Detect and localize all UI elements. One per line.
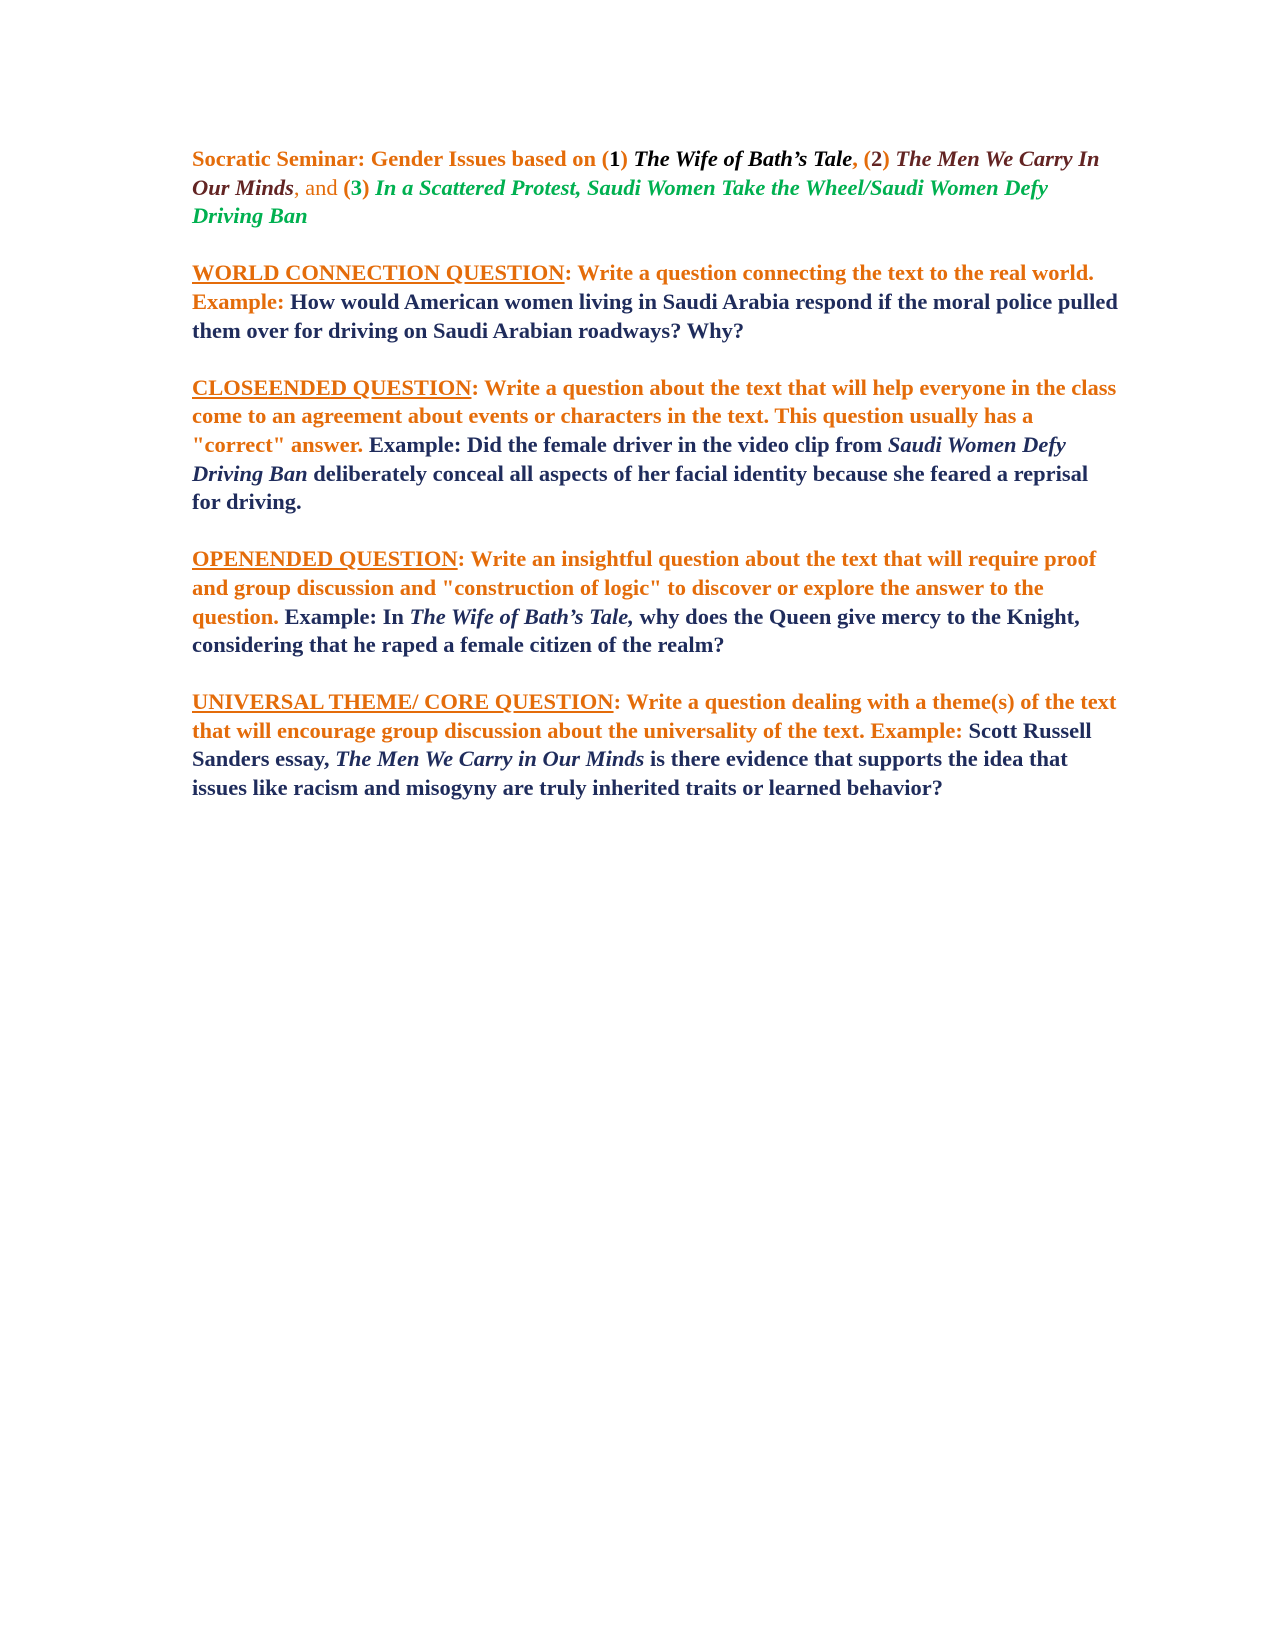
section-example-work: Saudi Women Defy Driving Ban [192,431,1066,486]
document-body [192,145,1122,831]
title-number-1: 1 [609,146,621,171]
title-paren-open-3: ( [343,174,351,200]
section-example-prefix: Example: Did the female driver in the video clip from [363,431,888,457]
document-title [192,145,1122,231]
title-prefix: Socratic Seminar: Gender Issues based on [192,146,602,171]
section-example-suffix: is there evidence that supports the idea that issues like racism and misogyny are truly inherited traits or learned behavior? [192,746,1068,801]
section-heading: UNIVERSAL THEME/ CORE QUESTION [192,689,614,715]
section-instruction: : Write a question connecting the text to the real world. Example: [192,260,1094,314]
section-instruction: : Write an insightful question about the text that will require proof and group discussion and "construction of logic" to discover or explore the answer to the question. [192,546,1097,629]
section-openended [192,545,1122,659]
section-closeended [192,374,1122,517]
section-universal-theme [192,688,1122,802]
title-paren-close-3: ) [362,174,370,200]
section-example-suffix: why does the Queen give mercy to the Knight, considering that he raped a female citizen of the realm? [192,603,1080,658]
title-number-2: 2 [870,146,883,171]
section-example-prefix: Scott Russell Sanders essay, [192,717,1092,772]
section-example-suffix: deliberately conceal all aspects of her facial identity because she feared a reprisal for driving. [192,460,1089,515]
title-comma-1: , [852,146,858,171]
section-heading: OPENENDED QUESTION [192,546,458,572]
section-heading: CLOSEENDED QUESTION [192,374,472,400]
title-number-3: 3 [350,174,363,200]
title-paren-open-1: ( [601,146,610,171]
title-paren-close-2: ) [882,146,890,171]
title-paren-open-2: ( [863,146,871,171]
section-example-work: The Men We Carry in Our Minds [335,746,645,772]
title-and: , and [293,174,338,200]
section-instruction: : Write a question dealing with a theme(s) of the text that will encourage group discussion about the universality of the text. Example: [192,689,1117,743]
section-example-work: The Wife of Bath’s Tale, [409,603,634,629]
section-example-prefix: Example: In [278,603,410,629]
title-work-2: The Men We Carry In Our Minds [192,146,1100,200]
section-world-connection [192,259,1122,345]
title-paren-close-1: ) [620,146,628,171]
title-work-3: In a Scattered Protest, Saudi Women Take the Wheel/Saudi Women Defy Driving Ban [192,174,1048,229]
section-heading: WORLD CONNECTION QUESTION [192,260,565,286]
section-example: How would American women living in Saudi Arabia respond if the moral police pulled them over for driving on Saudi Arabian roadways? Why? [192,288,1118,343]
title-work-1: The Wife of Bath’s Tale [633,146,853,171]
section-instruction: : Write a question about the text that will help everyone in the class come to an agreement about events or characters in the text. This question usually has a "correct" answer. [192,374,1117,457]
